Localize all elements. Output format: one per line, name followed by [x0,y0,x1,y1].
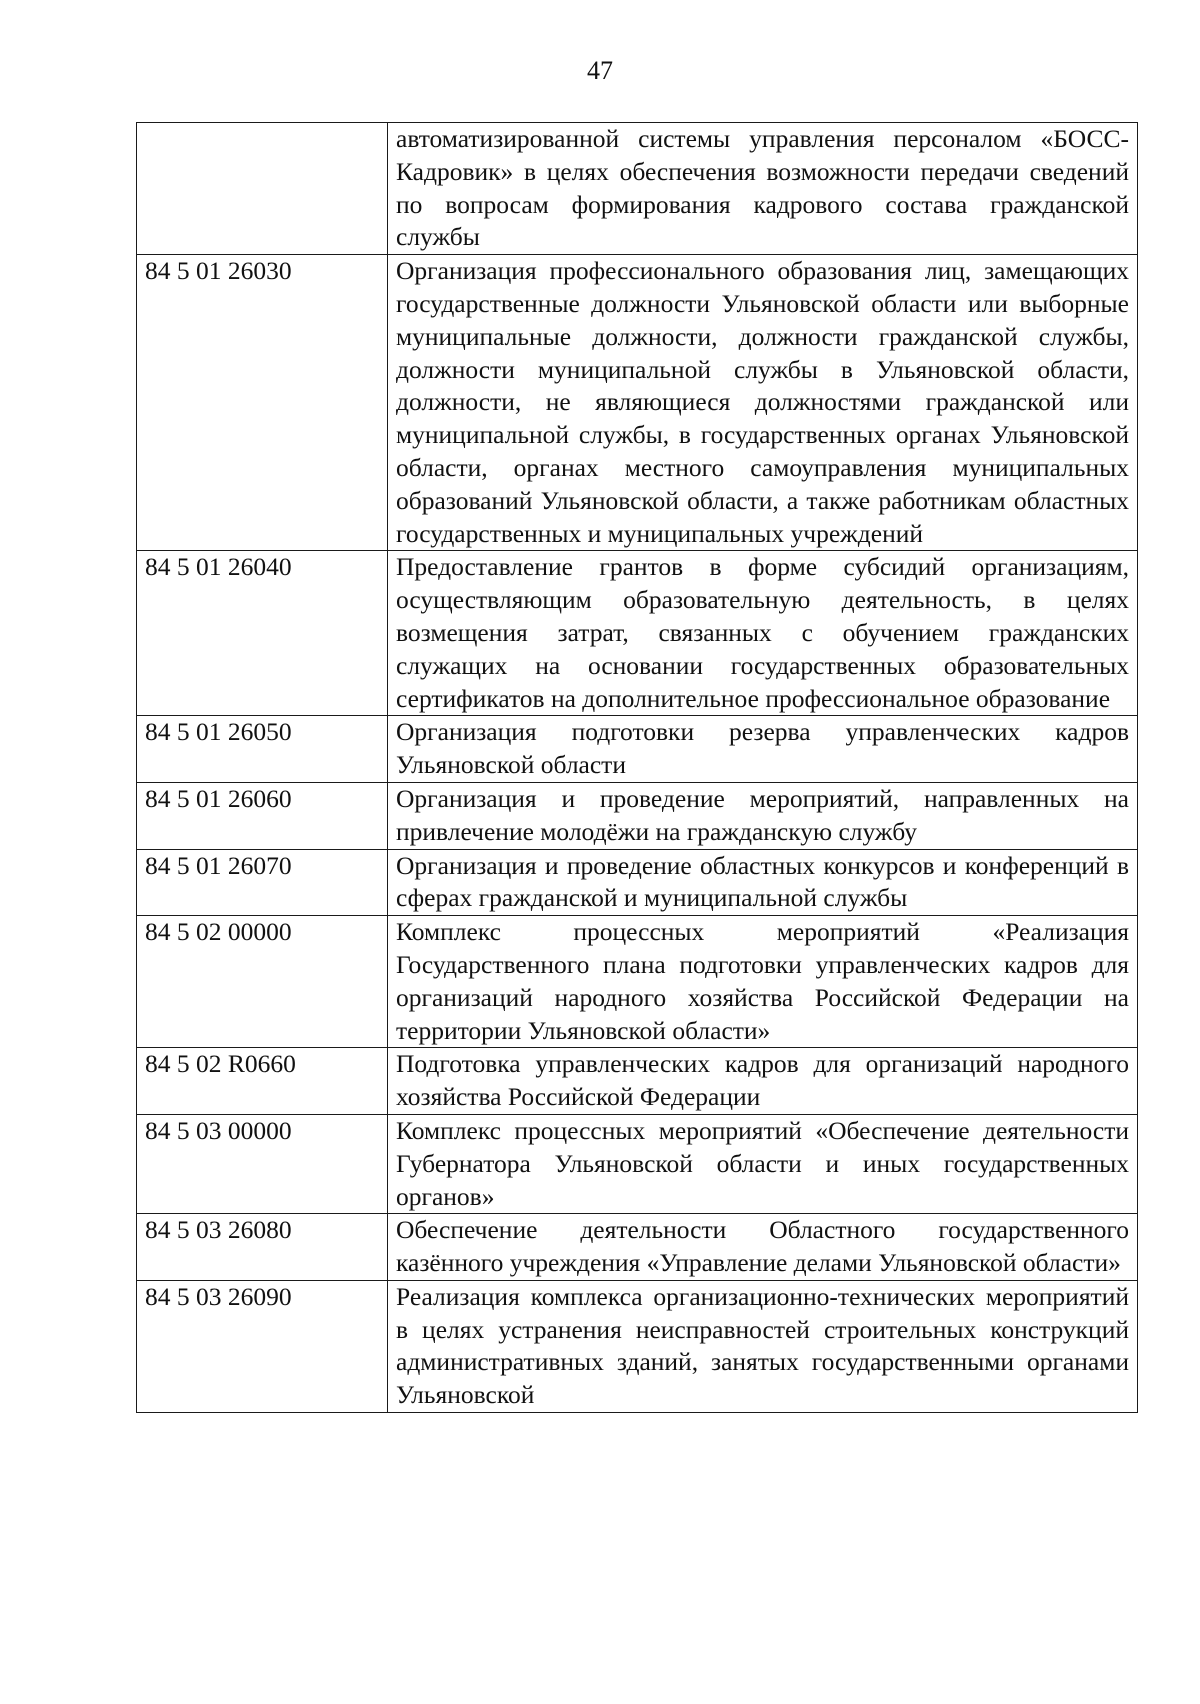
table-row [137,716,1138,783]
row-description: автоматизированной системы управления персоналом «БОСС-Кадровик» в целях обеспечения возможности передачи сведений по вопросам формирования кадрового состава гражданской службы [388,123,1138,255]
page-number: 47 [587,56,613,85]
row-code: 84 5 03 00000 [137,1114,388,1213]
row-description: Организация профессионального образования лиц, замещающих государственные должности Ульяновской области или выборные муниципальные должности, должности гражданской службы, должности муниципальной службы в Ульяновской области, должности, не являющиеся должностями гражданской или муниципальной службы, в государственных органах Ульяновской области, органах местного самоуправления муниципальных образований Ульяновской области, а также работникам областных государственных и муниципальных учреждений [388,255,1138,551]
row-description: Организация подготовки резерва управленческих кадров Ульяновской области [388,716,1138,783]
row-code: 84 5 02 00000 [137,916,388,1048]
row-code: 84 5 03 26080 [137,1214,388,1281]
row-description: Организация и проведение областных конкурсов и конференций в сферах гражданской и муниципальной службы [388,849,1138,916]
row-code [137,123,388,255]
row-description: Предоставление грантов в форме субсидий организациям, осуществляющим образовательную деятельность, в целях возмещения затрат, связанных с обучением гражданских служащих на основании государственных образовательных сертификатов на дополнительное профессиональное образование [388,551,1138,716]
table-row [137,782,1138,849]
row-code: 84 5 03 26090 [137,1280,388,1412]
row-description: Обеспечение деятельности Областного государственного казённого учреждения «Управление делами Ульяновской области» [388,1214,1138,1281]
table-row [137,1114,1138,1213]
row-description: Комплекс процессных мероприятий «Реализация Государственного плана подготовки управленческих кадров для организаций народного хозяйства Российской Федерации на территории Ульяновской области» [388,916,1138,1048]
table-row [137,1048,1138,1115]
row-code: 84 5 01 26030 [137,255,388,551]
row-code: 84 5 01 26070 [137,849,388,916]
row-description: Комплекс процессных мероприятий «Обеспечение деятельности Губернатора Ульяновской области и иных государственных органов» [388,1114,1138,1213]
table-row [137,849,1138,916]
row-description: Реализация комплекса организационно-технических мероприятий в целях устранения неисправностей строительных конструкций административных зданий, занятых государственными органами Ульяновской [388,1280,1138,1412]
table-row [137,916,1138,1048]
budget-classification-table [136,122,1138,1413]
table-row [137,1280,1138,1412]
row-description: Подготовка управленческих кадров для организаций народного хозяйства Российской Федерации [388,1048,1138,1115]
row-description: Организация и проведение мероприятий, направленных на привлечение молодёжи на гражданскую службу [388,782,1138,849]
row-code: 84 5 01 26040 [137,551,388,716]
table-row [137,255,1138,551]
table-row [137,1214,1138,1281]
row-code: 84 5 02 R0660 [137,1048,388,1115]
table-row [137,123,1138,255]
row-code: 84 5 01 26060 [137,782,388,849]
table-row [137,551,1138,716]
row-code: 84 5 01 26050 [137,716,388,783]
